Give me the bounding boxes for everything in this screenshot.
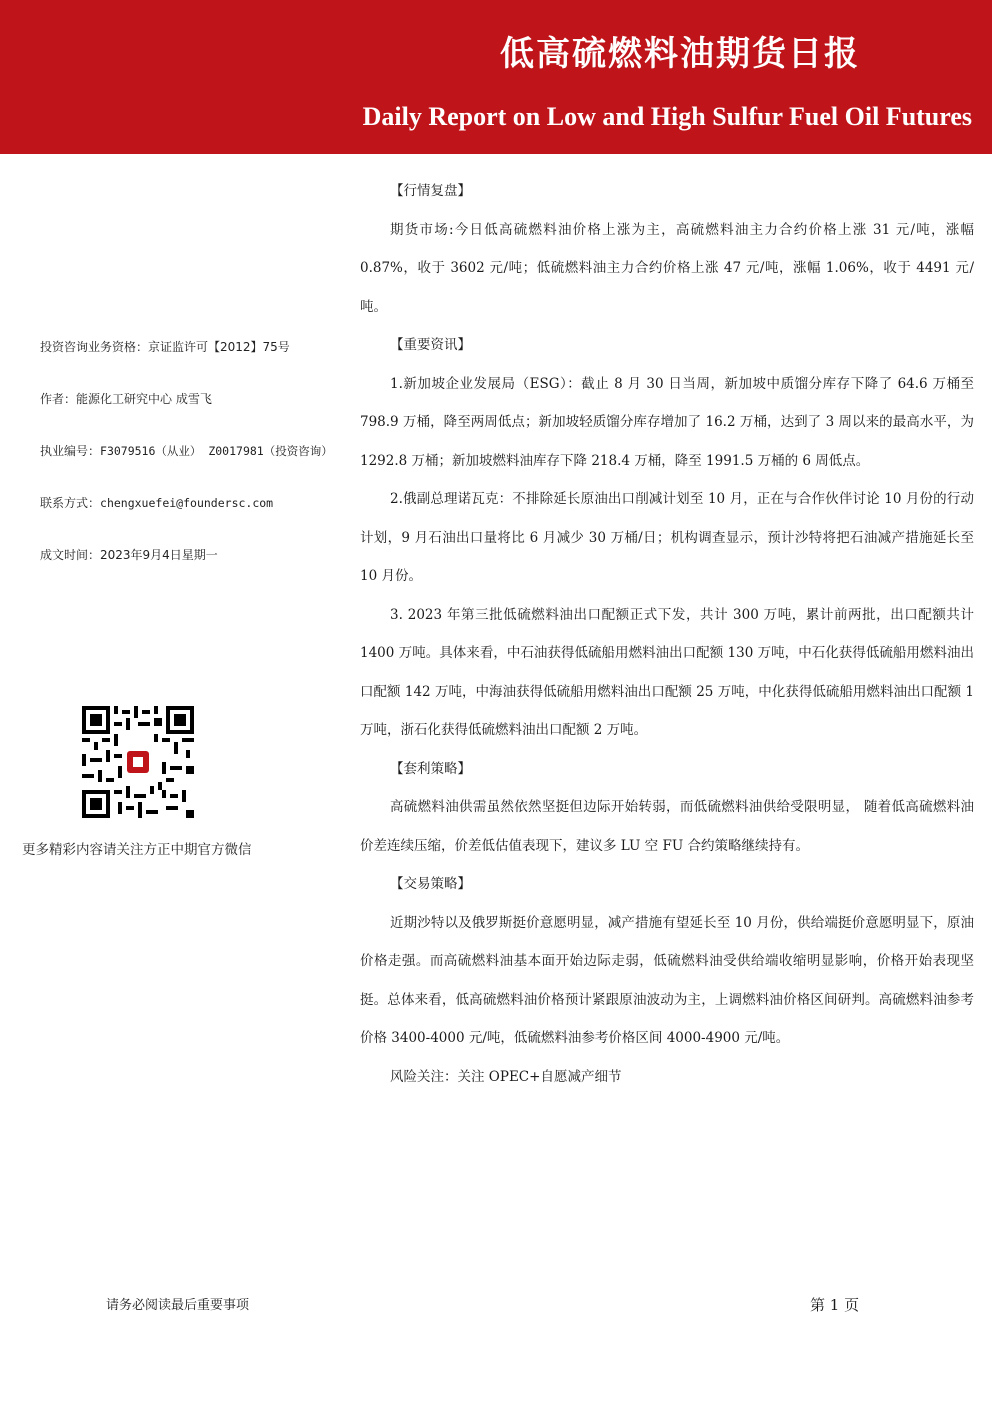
trading-paragraph: 近期沙特以及俄罗斯挺价意愿明显，减产措施有望延长至 10 月份，供给端挺价意愿明显下，原油价格走强。而高硫燃料油基本面开始边际走弱，低硫燃料油受供给端收缩明显影响，价格开始表现坚挺。总体来看，低高硫燃料油价格预计紧跟原油波动为主，上调燃料油价格区间研判。高硫燃料油参考价格 3400-4000 元/吨，低硫燃料油参考价格区间 4000-4900 元/吨。 xyxy=(360,914,974,1046)
section-heading-trading: 【交易策略】 xyxy=(390,876,471,892)
report-title-en: Daily Report on Low and High Sulfur Fuel Oil Futures xyxy=(362,102,972,131)
news-paragraph-2: 2.俄副总理诺瓦克：不排除延长原油出口削减计划至 10 月，正在与合作伙伴讨论 10 月份的行动计划，9 月石油出口量将比 6 月减少 30 万桶/日；机构调查显示，预计沙特将把石油减产措施延长至 10 月份。 xyxy=(360,491,974,584)
section-heading-arbitrage: 【套利策略】 xyxy=(390,760,471,777)
qr-caption: 更多精彩内容请关注方正中期官方微信 xyxy=(22,842,252,858)
contact-label: 联系方式： xyxy=(40,496,101,510)
report-title-cn: 低高硫燃料油期货日报 xyxy=(500,34,860,74)
header-banner xyxy=(0,0,992,154)
qualification-line: 投资咨询业务资格：京证监许可【2012】75号 xyxy=(40,340,290,354)
license-line xyxy=(40,438,350,464)
contact-line xyxy=(40,490,350,516)
license-value: F3079516（从业） Z0017981（投资咨询） xyxy=(100,444,333,458)
sidebar-meta xyxy=(40,334,350,594)
footer-disclaimer-note: 请务必阅读最后重要事项 xyxy=(106,1298,250,1313)
market-review-paragraph: 期货市场:今日低高硫燃料油价格上涨为主，高硫燃料油主力合约价格上涨 31 元/吨，涨幅 0.87%，收于 3602 元/吨；低硫燃料油主力合约价格上涨 47 元/吨，涨幅 1.06%，收于 4491 元/吨。 xyxy=(360,221,974,315)
qr-code-image xyxy=(82,706,194,818)
section-heading-key-news: 【重要资讯】 xyxy=(390,337,471,353)
page-number: 第 1 页 xyxy=(810,1296,860,1314)
date-line: 成文时间：2023年9月4日星期一 xyxy=(40,548,218,562)
news-paragraph-3: 3. 2023 年第三批低硫燃料油出口配额正式下发，共计 300 万吨，累计前两批，出口配额共计 1400 万吨。具体来看，中石油获得低硫船用燃料油出口配额 130 万吨，中石化获得低硫船用燃料油出口配额 142 万吨，中海油获得低硫船用燃料油出口配额 25 万吨，中化获得低硫船用燃料油出口配额 1 万吨，浙石化获得低硫燃料油出口配额 2 万吨。 xyxy=(360,606,974,738)
news-paragraph-1: 1.新加坡企业发展局（ESG）：截止 8 月 30 日当周，新加坡中质馏分库存下降了 64.6 万桶至 798.9 万桶，降至两周低点；新加坡轻质馏分库存增加了 16.2 万桶，达到了 3 周以来的最高水平，为 1292.8 万桶；新加坡燃料油库存下降 218.4 万桶，降至 1991.5 万桶的 6 周低点。 xyxy=(360,375,974,469)
license-label: 执业编号： xyxy=(40,444,101,458)
section-heading-market-review: 【行情复盘】 xyxy=(390,183,471,199)
author-line: 作者：能源化工研究中心 成雪飞 xyxy=(40,392,212,406)
report-body xyxy=(360,172,974,1096)
contact-email[interactable]: chengxuefei@foundersc.com xyxy=(100,496,274,510)
arbitrage-paragraph: 高硫燃料油供需虽然依然坚挺但边际开始转弱，而低硫燃料油供给受限明显， 随着低高硫燃料油价差连续压缩，价差低估值表现下，建议多 LU 空 FU 合约策略继续持有。 xyxy=(360,799,974,854)
risk-paragraph: 风险关注：关注 OPEC+自愿减产细节 xyxy=(390,1068,622,1085)
